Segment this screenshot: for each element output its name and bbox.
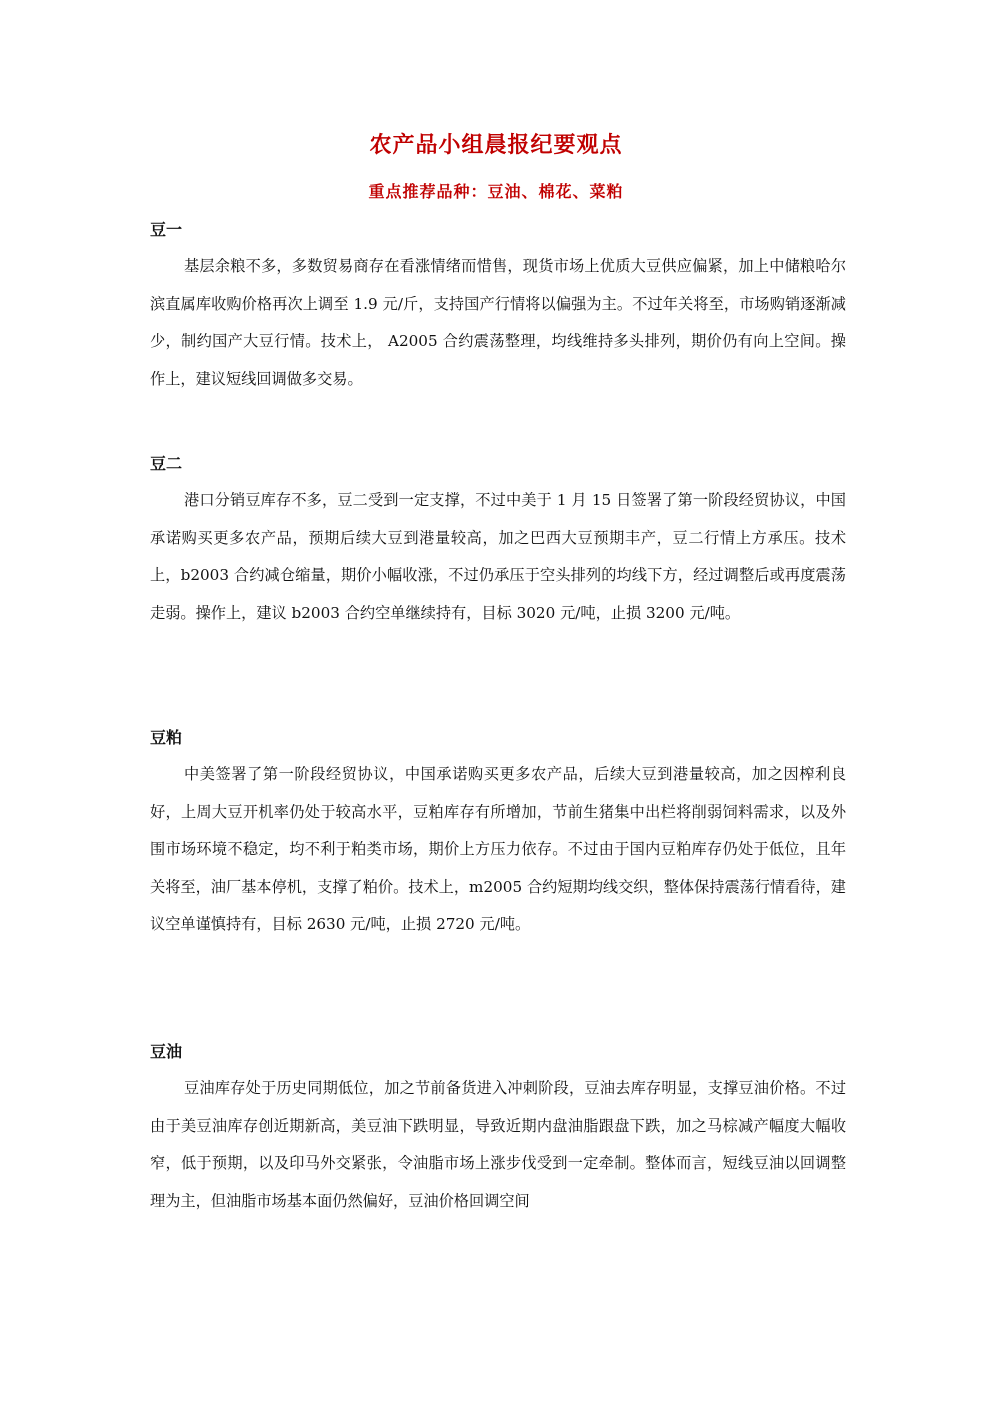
- section-heading: 豆二: [150, 454, 183, 473]
- document-title: 农产品小组晨报纪要观点: [369, 133, 623, 158]
- section-douyi: [150, 218, 846, 398]
- section-heading: 豆油: [150, 1042, 183, 1061]
- section-douyou: [150, 1040, 846, 1220]
- section-heading: 豆一: [150, 220, 183, 239]
- section-paragraph: 中美签署了第一阶段经贸协议，中国承诺购买更多农产品，后续大豆到港量较高，加之因榨利良好，上周大豆开机率仍处于较高水平，豆粕库存有所增加，节前生猪集中出栏将削弱饲料需求，以及外围市场环境不稳定，均不利于粕类市场，期价上方压力依存。不过由于国内豆粕库存仍处于低位，且年关将至，油厂基本停机，支撑了粕价。技术上，m2005 合约短期均线交织，整体保持震荡行情看待，建议空单谨慎持有，目标 2630 元/吨，止损 2720 元/吨。: [150, 765, 846, 933]
- section-paragraph: 豆油库存处于历史同期低位，加之节前备货进入冲刺阶段，豆油去库存明显，支撑豆油价格。不过由于美豆油库存创近期新高，美豆油下跌明显，导致近期内盘油脂跟盘下跌，加之马棕减产幅度大幅收窄，低于预期，以及印马外交紧张，令油脂市场上涨步伐受到一定牵制。整体而言，短线豆油以回调整理为主，但油脂市场基本面仍然偏好，豆油价格回调空间: [150, 1079, 846, 1210]
- section-paragraph: 基层余粮不多，多数贸易商存在看涨情绪而惜售，现货市场上优质大豆供应偏紧，加上中储粮哈尔滨直属库收购价格再次上调至 1.9 元/斤，支持国产行情将以偏强为主。不过年关将至，市场购销逐渐减少，制约国产大豆行情。技术上， A2005 合约震荡整理，均线维持多头排列，期价仍有向上空间。操作上，建议短线回调做多交易。: [150, 257, 846, 388]
- section-paragraph: 港口分销豆库存不多，豆二受到一定支撑，不过中美于 1 月 15 日签署了第一阶段经贸协议，中国承诺购买更多农产品，预期后续大豆到港量较高，加之巴西大豆预期丰产，豆二行情上方承压。技术上，b2003 合约减仓缩量，期价小幅收涨，不过仍承压于空头排列的均线下方，经过调整后或再度震荡走弱。操作上，建议 b2003 合约空单继续持有，目标 3020 元/吨，止损 3200 元/吨。: [150, 491, 846, 622]
- section-heading: 豆粕: [150, 728, 183, 747]
- section-doupo: [150, 726, 846, 944]
- section-douer: [150, 452, 846, 632]
- document-subtitle: 重点推荐品种：豆油、棉花、菜粕: [368, 182, 624, 201]
